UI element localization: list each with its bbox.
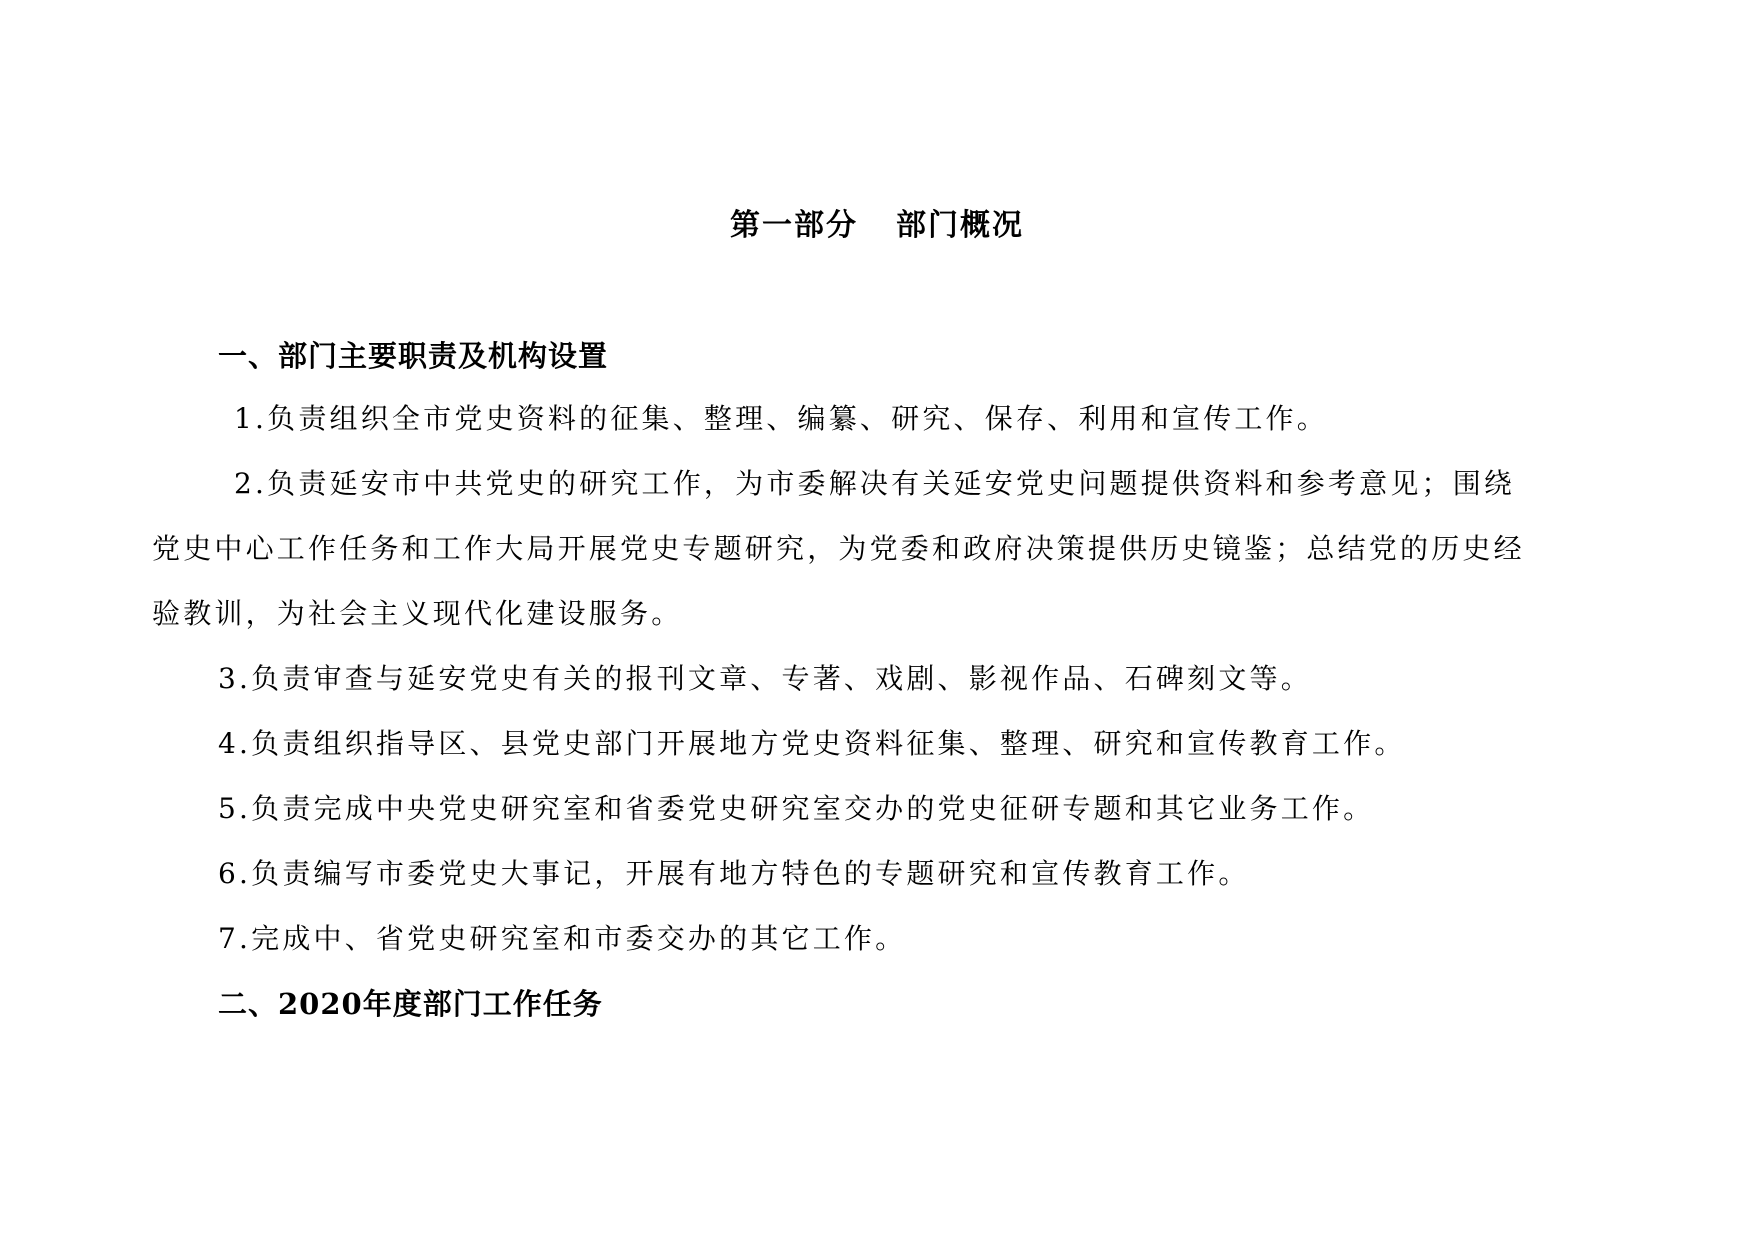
duty-item-1: 1.负责组织全市党史资料的征集、整理、编纂、研究、保存、利用和宣传工作。 xyxy=(234,402,1328,435)
section-heading-duties: 一、部门主要职责及机构设置 xyxy=(218,339,609,373)
duty-item-2-line-3: 验教训，为社会主义现代化建设服务。 xyxy=(152,597,683,630)
duty-item-6: 6.负责编写市委党史大事记，开展有地方特色的专题研究和宣传教育工作。 xyxy=(218,857,1250,890)
part-title-text: 部门概况 xyxy=(896,208,1024,243)
duty-item-3: 3.负责审查与延安党史有关的报刊文章、专著、戏剧、影视作品、石碑刻文等。 xyxy=(218,662,1312,695)
part-title-number: 第一部分 xyxy=(730,208,858,243)
duty-item-4: 4.负责组织指导区、县党史部门开展地方党史资料征集、整理、研究和宣传教育工作。 xyxy=(218,727,1406,760)
part-title xyxy=(0,205,1754,247)
duty-item-2-line-2: 党史中心工作任务和工作大局开展党史专题研究，为党委和政府决策提供历史镜鉴；总结党的历史经 xyxy=(152,532,1525,565)
duty-item-2-line-1: 2.负责延安市中共党史的研究工作，为市委解决有关延安党史问题提供资料和参考意见；围绕 xyxy=(234,467,1516,500)
section-heading-tasks: 二、2020年度部门工作任务 xyxy=(218,987,603,1021)
duty-item-2 xyxy=(152,451,1612,646)
duty-item-5: 5.负责完成中央党史研究室和省委党史研究室交办的党史征研专题和其它业务工作。 xyxy=(218,792,1375,825)
duty-item-7: 7.完成中、省党史研究室和市委交办的其它工作。 xyxy=(218,922,907,955)
